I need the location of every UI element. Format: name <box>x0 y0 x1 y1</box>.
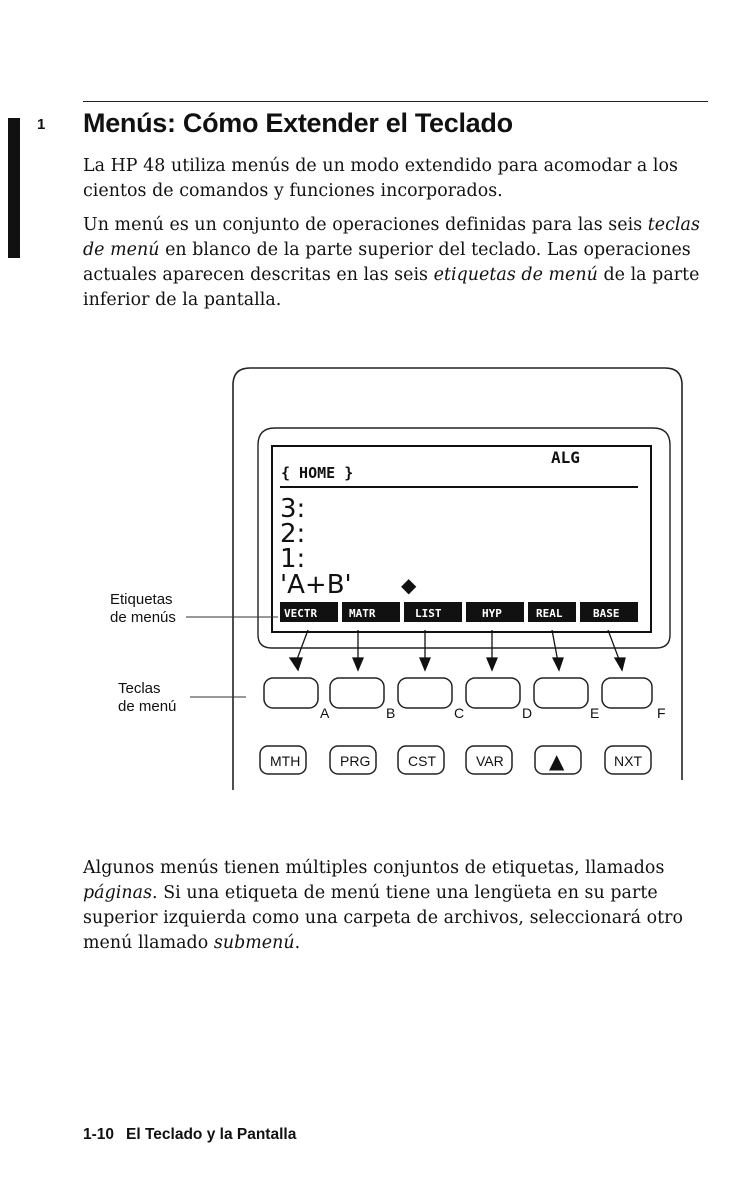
term-submenu: submenú <box>213 933 295 953</box>
label-to-key-arrows <box>290 630 625 670</box>
menu-key-a <box>264 678 318 708</box>
chapter-title: El Teclado y la Pantalla <box>126 1126 297 1143</box>
intro-paragraph: La HP 48 utiliza menús de un modo extendido para acomodar a los cientos de comandos y funciones incorporados. <box>83 156 679 201</box>
callout-line: Teclas <box>118 680 161 697</box>
menu-key-row <box>264 678 652 708</box>
key-letter-b: B <box>386 705 396 721</box>
key-cst-label: CST <box>408 753 436 769</box>
key-letter-c: C <box>454 705 465 721</box>
command-line: 'A+B' <box>280 570 352 600</box>
menu-label-text-1: VECTR <box>284 607 318 620</box>
stack-level-2: 2: <box>280 519 306 549</box>
page-number: 1-10 <box>83 1126 115 1143</box>
menu-key-b <box>330 678 384 708</box>
key-mth-label: MTH <box>270 753 301 769</box>
up-arrow-icon: ▲ <box>549 749 565 773</box>
menu-label-row <box>280 602 638 622</box>
menu-label-text-2: MATR <box>349 607 376 620</box>
menu-label-text-6: BASE <box>593 607 620 620</box>
directory-path: { HOME } <box>281 464 354 482</box>
key-letter-a: A <box>320 705 330 721</box>
section-heading: Menús: Cómo Extender el Teclado <box>83 108 513 138</box>
page-footer <box>83 1126 296 1144</box>
mode-indicator: ALG <box>551 448 580 467</box>
menu-key-e <box>534 678 588 708</box>
text-run: Un menú es un conjunto de operaciones definidas para las seis <box>83 215 648 235</box>
text-run: Algunos menús tienen múltiples conjuntos de etiquetas, llamados <box>83 858 665 878</box>
pages-paragraph <box>83 856 713 956</box>
callout-menu-labels <box>110 591 176 627</box>
menu-label-text-4: HYP <box>482 607 502 620</box>
stack-level-1: 1: <box>280 544 306 574</box>
menu-key-f <box>602 678 652 708</box>
menu-key-d <box>466 678 520 708</box>
key-letter-f: F <box>657 705 666 721</box>
chapter-number: 1 <box>37 116 46 133</box>
key-prg-label: PRG <box>340 753 371 769</box>
key-letter-e: E <box>590 705 600 721</box>
callout-menu-keys <box>118 680 176 716</box>
term-menu-keys: teclas de menú <box>83 215 700 260</box>
text-run: . Si una etiqueta de menú tiene una lengüeta en su parte superior izquierda como una carpeta de archivos, seleccionará otro menú llamado <box>83 883 684 953</box>
key-letter-d: D <box>522 705 533 721</box>
key-var-label: VAR <box>476 753 504 769</box>
text-run: . <box>294 933 301 953</box>
menu-label-text-3: LIST <box>415 607 442 620</box>
callout-line: de menú <box>118 698 177 715</box>
cursor-icon: ◆ <box>401 573 417 597</box>
callout-line: de menús <box>110 609 176 626</box>
key-nxt-label: NXT <box>614 753 642 769</box>
text-run: en blanco de la parte superior del teclado. Las operaciones actuales aparecen descritas en las seis <box>83 240 691 285</box>
menu-label-text-5: REAL <box>536 607 563 620</box>
menu-key-c <box>398 678 452 708</box>
callout-line: Etiquetas <box>110 591 173 608</box>
term-menu-labels: etiquetas de menú <box>433 265 598 285</box>
function-key-row <box>260 746 651 774</box>
term-pages: páginas <box>83 883 153 903</box>
text-run: de la parte inferior de la pantalla. <box>83 265 700 310</box>
stack-level-3: 3: <box>280 494 306 524</box>
